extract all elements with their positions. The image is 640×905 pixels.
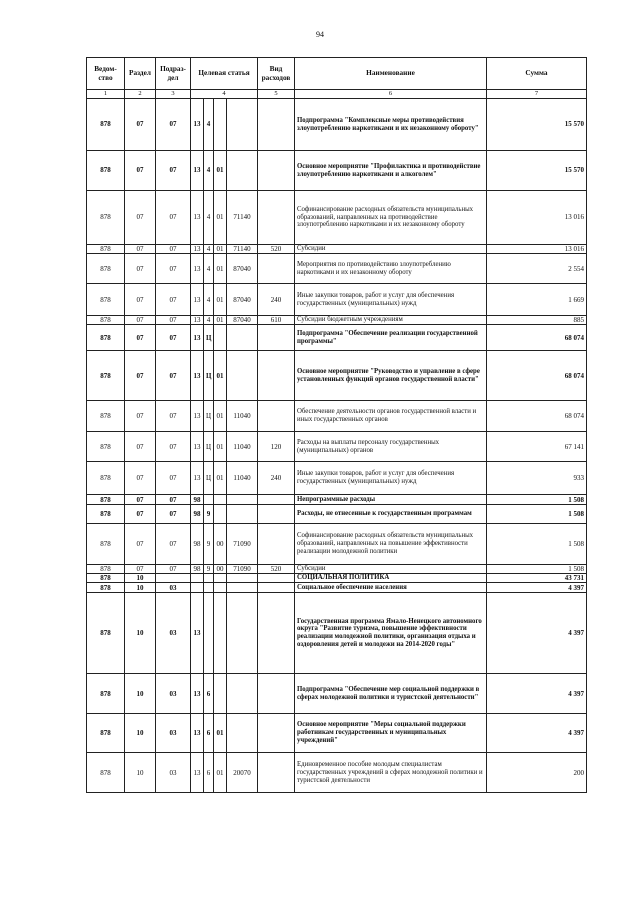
cell-razdel: 07	[125, 254, 156, 284]
cell-expense-type	[258, 151, 295, 191]
cell-ved: 878	[87, 325, 125, 351]
cell-target-event: 00	[214, 524, 227, 565]
cell-target-direction	[227, 674, 258, 714]
cell-target-direction	[227, 583, 258, 593]
cell-razdel: 07	[125, 284, 156, 316]
cell-ved: 878	[87, 284, 125, 316]
cell-target-direction: 20070	[227, 753, 258, 793]
cell-expense-type	[258, 401, 295, 432]
cell-target-direction: 87040	[227, 254, 258, 284]
cell-target-direction	[227, 574, 258, 583]
cell-name: Обеспечение деятельности органов государственной власти и иных государственных органов	[295, 401, 487, 432]
cell-razdel: 07	[125, 565, 156, 574]
table-row	[87, 565, 587, 574]
cell-expense-type	[258, 351, 295, 401]
cell-razdel: 07	[125, 99, 156, 151]
cell-ved: 878	[87, 151, 125, 191]
cell-target-event: 01	[214, 432, 227, 462]
header-razdel: Раздел	[125, 58, 156, 90]
cell-razdel: 07	[125, 495, 156, 505]
cell-target-program: 13	[191, 245, 204, 254]
cell-target-event	[214, 495, 227, 505]
header-ved: Ведом-ство	[87, 58, 125, 90]
cell-target-event	[214, 99, 227, 151]
cell-target-direction	[227, 151, 258, 191]
cell-podrazdel: 07	[156, 565, 191, 574]
cell-ved: 878	[87, 316, 125, 325]
cell-name: Основное мероприятие "Руководство и управление в сфере установленных функций органов государственной власти"	[295, 351, 487, 401]
cell-ved: 878	[87, 565, 125, 574]
page-number: 94	[316, 30, 324, 39]
cell-razdel: 10	[125, 753, 156, 793]
cell-ved: 878	[87, 432, 125, 462]
table-row	[87, 574, 587, 583]
cell-razdel: 07	[125, 191, 156, 245]
table-row	[87, 495, 587, 505]
cell-target-subprogram: Ц	[204, 432, 214, 462]
cell-target-program: 13	[191, 325, 204, 351]
cell-name: Субсидии	[295, 245, 487, 254]
cell-name: Софинансирование расходных обязательств муниципальных образований, направленных на противодействие злоупотреблению наркотиками и их незаконному обороту	[295, 191, 487, 245]
cell-sum: 43 731	[487, 574, 587, 583]
cell-expense-type	[258, 593, 295, 674]
cell-ved: 878	[87, 593, 125, 674]
cell-target-subprogram: 9	[204, 505, 214, 524]
cell-ved: 878	[87, 245, 125, 254]
cell-sum: 1 508	[487, 565, 587, 574]
table-row	[87, 505, 587, 524]
cell-target-subprogram	[204, 593, 214, 674]
cell-target-event	[214, 574, 227, 583]
cell-name: Подпрограмма "Комплексные меры противодействия злоупотреблению наркотиками и их незаконному обороту"	[295, 99, 487, 151]
cell-expense-type	[258, 674, 295, 714]
cell-target-event: 01	[214, 254, 227, 284]
table-row	[87, 753, 587, 793]
table-row	[87, 714, 587, 753]
cell-target-direction: 11040	[227, 432, 258, 462]
cell-podrazdel: 07	[156, 432, 191, 462]
cell-sum: 200	[487, 753, 587, 793]
cell-ved: 878	[87, 574, 125, 583]
cell-target-subprogram: 9	[204, 565, 214, 574]
cell-ved: 878	[87, 714, 125, 753]
cell-razdel: 10	[125, 574, 156, 583]
cell-podrazdel: 07	[156, 316, 191, 325]
cell-razdel: 10	[125, 714, 156, 753]
cell-razdel: 07	[125, 432, 156, 462]
cell-ved: 878	[87, 583, 125, 593]
cell-razdel: 07	[125, 351, 156, 401]
cell-podrazdel: 07	[156, 495, 191, 505]
cell-target-event: 01	[214, 714, 227, 753]
cell-target-program: 13	[191, 593, 204, 674]
cell-sum: 13 016	[487, 191, 587, 245]
index-cell: 6	[295, 90, 487, 99]
cell-target-program: 13	[191, 714, 204, 753]
cell-name: Подпрограмма "Обеспечение мер социальной поддержки в сферах молодежной политики и туристской деятельности"	[295, 674, 487, 714]
cell-name: СОЦИАЛЬНАЯ ПОЛИТИКА	[295, 574, 487, 583]
cell-expense-type	[258, 505, 295, 524]
cell-ved: 878	[87, 462, 125, 495]
cell-razdel: 10	[125, 583, 156, 593]
cell-target-program: 13	[191, 316, 204, 325]
cell-podrazdel: 07	[156, 99, 191, 151]
table-row	[87, 401, 587, 432]
cell-razdel: 07	[125, 245, 156, 254]
cell-name: Основное мероприятие "Профилактика и противодействие злоупотреблению наркотиками и алкоголем"	[295, 151, 487, 191]
cell-podrazdel: 03	[156, 714, 191, 753]
cell-expense-type	[258, 495, 295, 505]
cell-sum: 885	[487, 316, 587, 325]
cell-target-event: 01	[214, 245, 227, 254]
table-row	[87, 432, 587, 462]
cell-target-direction: 71140	[227, 245, 258, 254]
cell-expense-type: 240	[258, 462, 295, 495]
cell-podrazdel: 07	[156, 151, 191, 191]
table-row	[87, 99, 587, 151]
cell-target-subprogram: 4	[204, 245, 214, 254]
cell-sum: 1 508	[487, 495, 587, 505]
cell-expense-type: 520	[258, 245, 295, 254]
cell-target-direction: 87040	[227, 316, 258, 325]
cell-target-event	[214, 583, 227, 593]
cell-target-program: 13	[191, 401, 204, 432]
cell-target-direction	[227, 325, 258, 351]
cell-target-program: 13	[191, 432, 204, 462]
table-row	[87, 674, 587, 714]
cell-target-subprogram: Ц	[204, 462, 214, 495]
cell-ved: 878	[87, 351, 125, 401]
cell-expense-type	[258, 583, 295, 593]
cell-sum: 1 669	[487, 284, 587, 316]
cell-sum: 933	[487, 462, 587, 495]
cell-sum: 68 074	[487, 325, 587, 351]
cell-sum: 13 016	[487, 245, 587, 254]
cell-name: Иные закупки товаров, работ и услуг для обеспечения государственных (муниципальных) нужд	[295, 284, 487, 316]
table-row	[87, 583, 587, 593]
cell-target-direction: 71090	[227, 565, 258, 574]
cell-target-direction: 87040	[227, 284, 258, 316]
cell-target-program: 13	[191, 462, 204, 495]
cell-target-subprogram: 6	[204, 753, 214, 793]
cell-sum: 4 397	[487, 674, 587, 714]
cell-ved: 878	[87, 495, 125, 505]
cell-podrazdel: 07	[156, 401, 191, 432]
cell-target-subprogram: 6	[204, 714, 214, 753]
cell-expense-type	[258, 753, 295, 793]
cell-target-event	[214, 674, 227, 714]
cell-expense-type: 240	[258, 284, 295, 316]
index-cell: 4	[191, 90, 258, 99]
cell-podrazdel: 07	[156, 505, 191, 524]
cell-name: Расходы на выплаты персоналу государственных (муниципальных) органов	[295, 432, 487, 462]
cell-expense-type	[258, 714, 295, 753]
cell-podrazdel: 07	[156, 191, 191, 245]
cell-target-event: 01	[214, 753, 227, 793]
cell-expense-type	[258, 574, 295, 583]
index-cell: 1	[87, 90, 125, 99]
cell-target-program	[191, 583, 204, 593]
cell-name: Расходы, не отнесенные к государственным программам	[295, 505, 487, 524]
cell-sum: 1 508	[487, 505, 587, 524]
table-row	[87, 316, 587, 325]
cell-ved: 878	[87, 505, 125, 524]
header-name: Наименование	[295, 58, 487, 90]
cell-target-direction: 71090	[227, 524, 258, 565]
cell-name: Субсидии бюджетным учреждениям	[295, 316, 487, 325]
index-row	[87, 90, 587, 99]
cell-expense-type	[258, 191, 295, 245]
cell-target-direction: 11040	[227, 462, 258, 495]
cell-target-direction	[227, 351, 258, 401]
cell-target-event: 01	[214, 351, 227, 401]
cell-target-direction	[227, 714, 258, 753]
cell-razdel: 07	[125, 462, 156, 495]
index-cell: 7	[487, 90, 587, 99]
cell-razdel: 07	[125, 505, 156, 524]
header-vid: Вид расходов	[258, 58, 295, 90]
cell-razdel: 07	[125, 325, 156, 351]
cell-target-program: 13	[191, 351, 204, 401]
cell-sum: 15 570	[487, 151, 587, 191]
cell-target-program: 13	[191, 284, 204, 316]
cell-target-subprogram	[204, 495, 214, 505]
cell-target-program: 13	[191, 254, 204, 284]
cell-name: Подпрограмма "Обеспечение реализации государственной программы"	[295, 325, 487, 351]
cell-target-subprogram: 4	[204, 99, 214, 151]
cell-ved: 878	[87, 191, 125, 245]
cell-target-subprogram: 4	[204, 284, 214, 316]
cell-target-program: 98	[191, 495, 204, 505]
table-row	[87, 593, 587, 674]
cell-podrazdel: 07	[156, 245, 191, 254]
cell-target-program: 13	[191, 99, 204, 151]
cell-name: Социальное обеспечение населения	[295, 583, 487, 593]
cell-sum: 67 141	[487, 432, 587, 462]
table-row	[87, 524, 587, 565]
cell-target-event: 01	[214, 284, 227, 316]
cell-target-subprogram: 4	[204, 316, 214, 325]
cell-podrazdel: 07	[156, 254, 191, 284]
cell-name: Субсидии	[295, 565, 487, 574]
cell-ved: 878	[87, 401, 125, 432]
cell-target-program: 13	[191, 191, 204, 245]
cell-name: Непрограммные расходы	[295, 495, 487, 505]
cell-target-program: 98	[191, 505, 204, 524]
header-sum: Сумма	[487, 58, 587, 90]
cell-target-program: 98	[191, 565, 204, 574]
cell-target-direction	[227, 99, 258, 151]
cell-target-direction	[227, 495, 258, 505]
cell-expense-type: 520	[258, 565, 295, 574]
cell-target-event: 01	[214, 462, 227, 495]
cell-podrazdel	[156, 574, 191, 583]
cell-ved: 878	[87, 99, 125, 151]
cell-podrazdel: 07	[156, 462, 191, 495]
cell-target-subprogram: 9	[204, 524, 214, 565]
table-row	[87, 245, 587, 254]
cell-sum: 4 397	[487, 714, 587, 753]
cell-target-event: 01	[214, 401, 227, 432]
cell-sum: 1 508	[487, 524, 587, 565]
index-cell: 3	[156, 90, 191, 99]
cell-name: Государственная программа Ямало-Ненецкого автономного округа "Развитие туризма, повышение эффективности реализации молодежной политики, организация отдыха и оздоровления детей и молодежи на 2014-2020 годы"	[295, 593, 487, 674]
cell-target-program: 13	[191, 151, 204, 191]
header-target: Целевая статья	[191, 58, 258, 90]
cell-sum: 4 397	[487, 593, 587, 674]
cell-name: Мероприятия по противодействию злоупотреблению наркотиками и их незаконному обороту	[295, 254, 487, 284]
cell-expense-type	[258, 524, 295, 565]
cell-target-event	[214, 325, 227, 351]
table-row	[87, 351, 587, 401]
cell-podrazdel: 07	[156, 284, 191, 316]
cell-expense-type	[258, 254, 295, 284]
cell-sum: 2 554	[487, 254, 587, 284]
cell-target-subprogram	[204, 574, 214, 583]
table-row	[87, 151, 587, 191]
cell-target-subprogram	[204, 583, 214, 593]
budget-table	[86, 57, 587, 793]
index-cell: 5	[258, 90, 295, 99]
cell-target-program: 98	[191, 524, 204, 565]
cell-podrazdel: 07	[156, 524, 191, 565]
cell-target-subprogram: 4	[204, 254, 214, 284]
cell-sum: 68 074	[487, 351, 587, 401]
cell-target-program: 13	[191, 753, 204, 793]
cell-sum: 68 074	[487, 401, 587, 432]
cell-expense-type	[258, 325, 295, 351]
cell-target-program	[191, 574, 204, 583]
index-cell: 2	[125, 90, 156, 99]
table-row	[87, 284, 587, 316]
cell-expense-type: 610	[258, 316, 295, 325]
cell-podrazdel: 03	[156, 753, 191, 793]
cell-ved: 878	[87, 254, 125, 284]
cell-ved: 878	[87, 524, 125, 565]
cell-ved: 878	[87, 753, 125, 793]
cell-expense-type: 120	[258, 432, 295, 462]
cell-target-subprogram: Ц	[204, 325, 214, 351]
cell-podrazdel: 03	[156, 583, 191, 593]
cell-name: Основное мероприятие "Меры социальной поддержки работникам государственных и муниципальных учреждений"	[295, 714, 487, 753]
cell-target-event: 01	[214, 316, 227, 325]
cell-target-event	[214, 593, 227, 674]
cell-razdel: 10	[125, 593, 156, 674]
cell-target-program: 13	[191, 674, 204, 714]
cell-ved: 878	[87, 674, 125, 714]
cell-razdel: 07	[125, 524, 156, 565]
cell-podrazdel: 07	[156, 351, 191, 401]
cell-name: Единовременное пособие молодым специалистам государственных учреждений в сферах молодежной политики и туристской деятельности	[295, 753, 487, 793]
cell-razdel: 10	[125, 674, 156, 714]
cell-sum: 4 397	[487, 583, 587, 593]
cell-name: Софинансирование расходных обязательств муниципальных образований, направленных на повышение эффективности реализации молодежной политики	[295, 524, 487, 565]
cell-target-subprogram: Ц	[204, 401, 214, 432]
cell-razdel: 07	[125, 316, 156, 325]
cell-target-subprogram: 4	[204, 191, 214, 245]
cell-target-event: 01	[214, 151, 227, 191]
cell-target-direction: 11040	[227, 401, 258, 432]
table-row	[87, 462, 587, 495]
cell-podrazdel: 03	[156, 674, 191, 714]
cell-target-subprogram: 4	[204, 151, 214, 191]
cell-target-event	[214, 505, 227, 524]
cell-razdel: 07	[125, 401, 156, 432]
cell-target-direction	[227, 505, 258, 524]
cell-target-subprogram: 6	[204, 674, 214, 714]
cell-target-event: 00	[214, 565, 227, 574]
cell-razdel: 07	[125, 151, 156, 191]
cell-sum: 15 570	[487, 99, 587, 151]
cell-expense-type	[258, 99, 295, 151]
table-row	[87, 254, 587, 284]
cell-target-subprogram: Ц	[204, 351, 214, 401]
cell-target-direction	[227, 593, 258, 674]
cell-name: Иные закупки товаров, работ и услуг для обеспечения государственных (муниципальных) нужд	[295, 462, 487, 495]
table-row	[87, 191, 587, 245]
cell-target-event: 01	[214, 191, 227, 245]
cell-podrazdel: 03	[156, 593, 191, 674]
header-podrazdel: Подраз-дел	[156, 58, 191, 90]
cell-target-direction: 71140	[227, 191, 258, 245]
cell-podrazdel: 07	[156, 325, 191, 351]
table-row	[87, 325, 587, 351]
